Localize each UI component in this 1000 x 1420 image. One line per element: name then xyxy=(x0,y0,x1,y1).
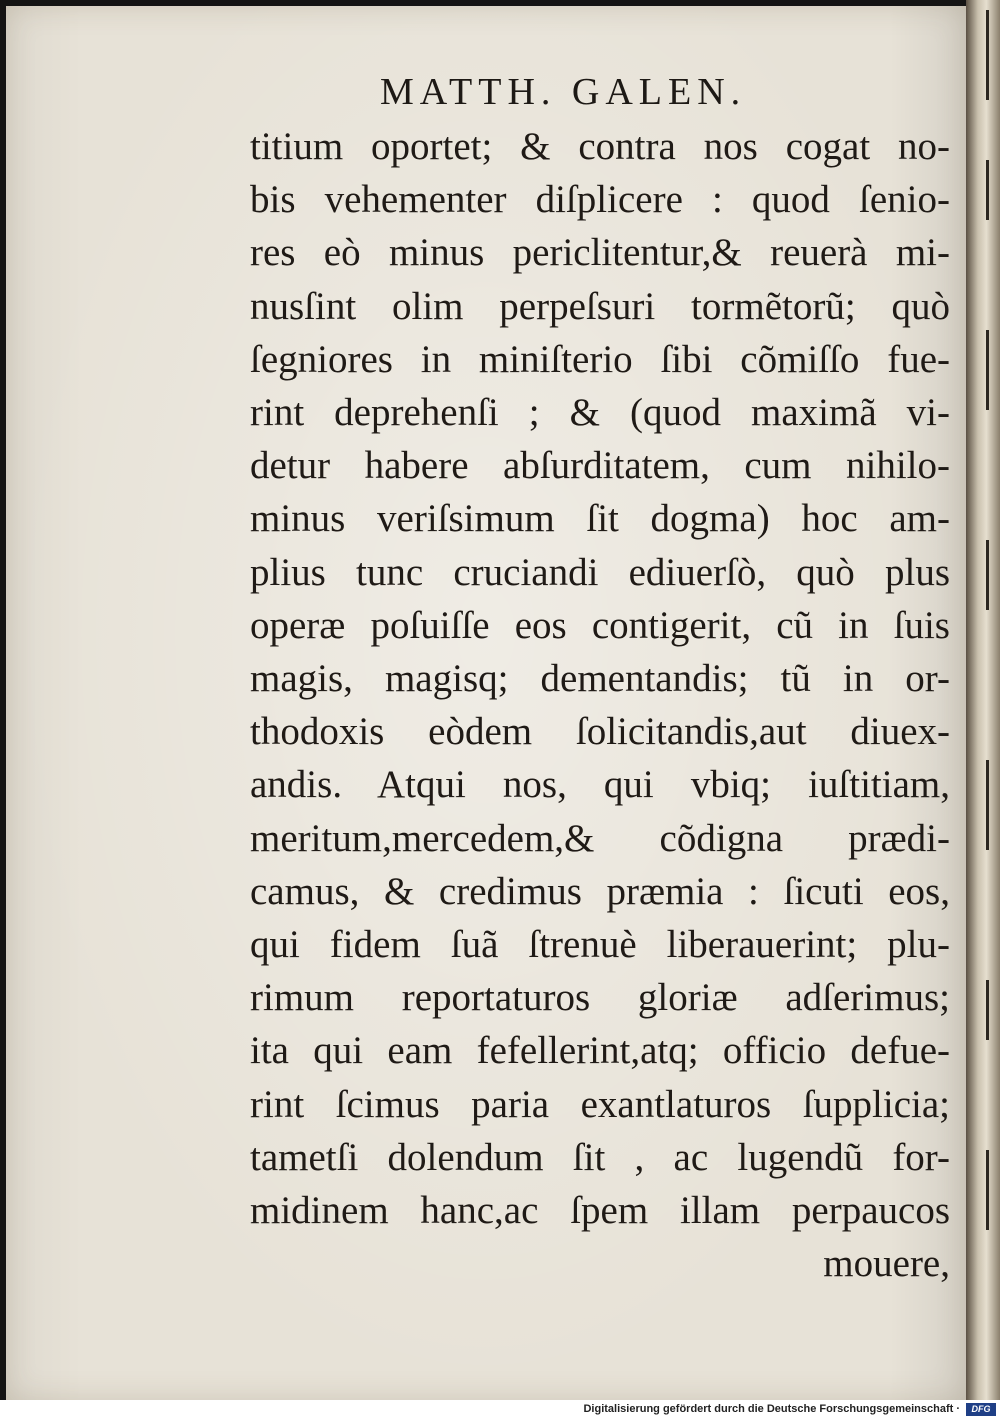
text-line: thodoxis eòdem ſolicitandis,aut diuex- xyxy=(250,710,950,754)
spine-mark xyxy=(986,160,989,220)
dfg-logo: DFG xyxy=(966,1403,996,1416)
text-line: titium oportet; & contra nos cogat no- xyxy=(250,125,950,168)
spine-mark xyxy=(986,760,989,850)
running-head: MATTH. GALEN. xyxy=(380,71,747,113)
text-line: bis vehementer diſplicere : quod ſenio- xyxy=(250,178,950,222)
spine-mark xyxy=(986,330,989,410)
text-line: qui fidem ſuã ſtrenuè liberauerint; plu- xyxy=(250,923,950,967)
spine-mark xyxy=(986,540,989,610)
catchword: mouere, xyxy=(823,1242,950,1286)
text-line: minus veriſsimum ſit dogma) hoc am- xyxy=(250,497,950,541)
spine-mark xyxy=(986,980,989,1040)
text-line: rint deprehenſi ; & (quod maximã vi- xyxy=(250,391,950,435)
spine-mark xyxy=(986,10,989,100)
text-line: tametſi dolendum ſit , ac lugendũ for- xyxy=(250,1135,950,1179)
text-line: rimum reportaturos gloriæ adſerimus; xyxy=(250,976,950,1020)
text-line: midinem hanc,ac ſpem illam perpaucos xyxy=(250,1189,950,1233)
text-line: camus, & credimus præmia : ſicuti eos, xyxy=(250,869,950,913)
text-line: rint ſcimus paria exantlaturos ſupplicia; xyxy=(250,1082,950,1126)
spine-mark xyxy=(986,1150,989,1230)
footer-bar xyxy=(0,1400,1000,1420)
book-spine xyxy=(966,0,1000,1400)
text-line: ita qui eam fefellerint,atq; officio defue- xyxy=(250,1029,950,1073)
text-line: operæ poſuiſſe eos contigerit, cũ in ſuis xyxy=(250,603,950,647)
text-line: magis, magisq; dementandis; tũ in or- xyxy=(250,657,950,701)
text-line: nusſint olim perpeſsuri tormẽtorũ; quò xyxy=(250,284,950,328)
text-line: meritum,mercedem,& cõdigna prædi- xyxy=(250,816,950,860)
text-line: ſegniores in miniſterio ſibi cõmiſſo fue- xyxy=(250,337,950,381)
text-line: res eò minus periclitentur,& reuerà mi- xyxy=(250,231,950,275)
text-line: plius tunc cruciandi ediuerſò, quò plus xyxy=(250,550,950,594)
footer-credit: Digitalisierung gefördert durch die Deutsche Forschungsgemeinschaft · xyxy=(583,1403,960,1415)
text-line: andis. Atqui nos, qui vbiq; iuſtitiam, xyxy=(250,763,950,807)
body-text xyxy=(250,120,950,1290)
text-line: detur habere abſurditatem, cum nihilo- xyxy=(250,444,950,488)
